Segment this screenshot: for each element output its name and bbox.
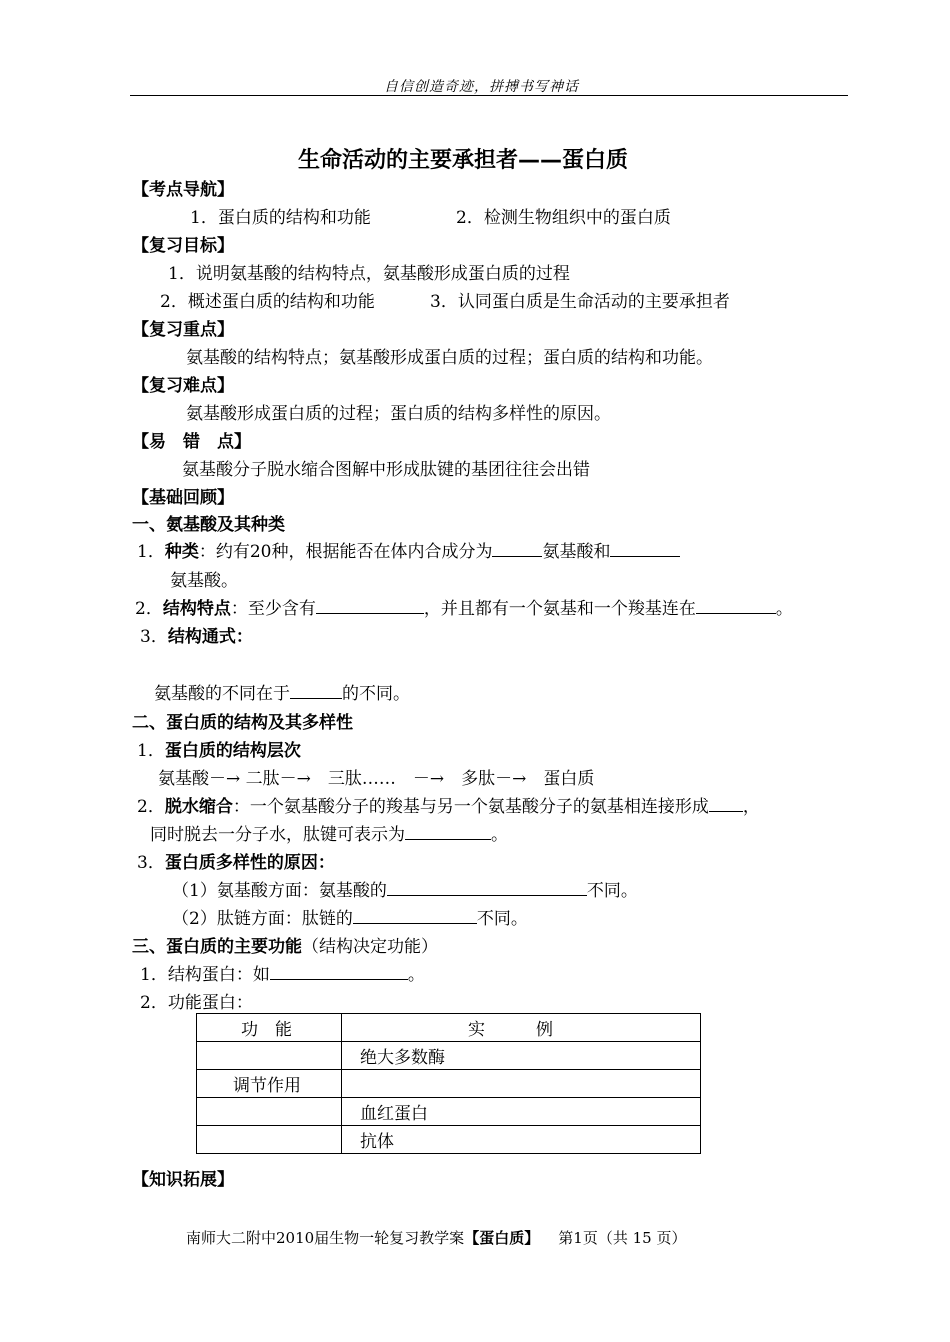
table-row bbox=[197, 1098, 701, 1126]
function-table bbox=[196, 1013, 701, 1154]
q1-number: 1． bbox=[137, 542, 165, 562]
table-row bbox=[197, 1070, 701, 1098]
s3-number: 3． bbox=[137, 853, 165, 873]
q1-text-b: 氨基酸和 bbox=[542, 542, 611, 562]
table-header-function: 功 能 bbox=[197, 1014, 342, 1042]
section-heading-zhongdian: 【复习重点】 bbox=[132, 320, 234, 340]
table-cell: 抗体 bbox=[342, 1126, 701, 1154]
q2-blank-2[interactable] bbox=[696, 595, 776, 614]
table-cell[interactable] bbox=[197, 1042, 342, 1070]
table-header-example: 实 例 bbox=[342, 1014, 701, 1042]
part2-s3-2 bbox=[172, 904, 528, 929]
s2-text-a: ：一个氨基酸分子的羧基与另一个氨基酸分子的氨基相连接形成 bbox=[232, 797, 709, 817]
s2-text-c: 同时脱去一分子水，肽键可表示为 bbox=[150, 825, 405, 845]
table-cell: 血红蛋白 bbox=[342, 1098, 701, 1126]
table-cell[interactable] bbox=[197, 1098, 342, 1126]
q2-text-b: ，并且都有一个氨基和一个羧基连在 bbox=[423, 599, 696, 619]
s2-number: 2． bbox=[137, 797, 165, 817]
s3-1-blank[interactable] bbox=[387, 877, 587, 896]
part3-heading: 三、蛋白质的主要功能 bbox=[132, 937, 302, 957]
q2-label: 结构特点 bbox=[162, 599, 231, 619]
section-heading-yicuo: 【易 错 点】 bbox=[132, 432, 251, 452]
page-title: 生命活动的主要承担者——蛋白质 bbox=[298, 148, 629, 173]
q2-text-a: ：至少含有 bbox=[230, 599, 316, 619]
f1-blank[interactable] bbox=[270, 961, 408, 980]
q1-text-a: ：约有20种，根据能否在体内合成分为 bbox=[198, 542, 493, 562]
part2-s2-cont bbox=[150, 820, 508, 845]
q1-blank-1[interactable] bbox=[492, 538, 542, 557]
part2-s3-1 bbox=[172, 876, 638, 901]
mubiao-item-2: 2．概述蛋白质的结构和功能 bbox=[160, 292, 375, 312]
q4-blank[interactable] bbox=[290, 680, 342, 699]
table-header-row bbox=[197, 1014, 701, 1042]
s2-label: 脱水缩合 bbox=[164, 797, 233, 817]
part1-heading: 一、氨基酸及其种类 bbox=[132, 515, 285, 535]
nandian-text: 氨基酸形成蛋白质的过程；蛋白质的结构多样性的原因。 bbox=[186, 404, 611, 424]
q4-text-b: 的不同。 bbox=[342, 684, 410, 704]
section-heading-kaodian: 【考点导航】 bbox=[132, 180, 234, 200]
part2-s3 bbox=[137, 848, 335, 873]
q4-text-a: 氨基酸的不同在于 bbox=[154, 684, 290, 704]
f1-text-a: 1．结构蛋白：如 bbox=[140, 965, 270, 985]
q1-label: 种类 bbox=[164, 542, 199, 562]
section-heading-nandian: 【复习难点】 bbox=[132, 376, 234, 396]
zhongdian-text: 氨基酸的结构特点；氨基酸形成蛋白质的过程；蛋白质的结构和功能。 bbox=[186, 348, 713, 368]
s2-blank-1[interactable] bbox=[709, 793, 743, 812]
part2-heading: 二、蛋白质的结构及其多样性 bbox=[132, 713, 353, 733]
footer-page-number: 第1页（共 15 页） bbox=[558, 1229, 687, 1247]
footer-school: 南师大二附中2010届生物一轮复习教学案 bbox=[186, 1229, 465, 1247]
q3-number: 3． bbox=[140, 627, 168, 647]
s1-label: 蛋白质的结构层次 bbox=[164, 741, 301, 761]
structure-chain: 氨基酸－→ 二肽－→ 三肽…… －→ 多肽－→ 蛋白质 bbox=[158, 769, 595, 789]
mubiao-item-3: 3．认同蛋白质是生命活动的主要承担者 bbox=[430, 292, 730, 312]
table-row bbox=[197, 1042, 701, 1070]
part1-q4 bbox=[154, 679, 410, 704]
s3-1-text-a: （1）氨基酸方面：氨基酸的 bbox=[172, 881, 387, 901]
part2-s1 bbox=[137, 736, 301, 761]
header-divider bbox=[130, 95, 848, 96]
q2-text-c: 。 bbox=[775, 599, 793, 619]
f1-text-b: 。 bbox=[407, 965, 425, 985]
section-heading-jichu: 【基础回顾】 bbox=[132, 488, 234, 508]
table-cell: 调节作用 bbox=[197, 1070, 342, 1098]
s3-2-text-b: 不同。 bbox=[476, 909, 528, 929]
section-heading-mubiao: 【复习目标】 bbox=[132, 236, 234, 256]
part3-f1 bbox=[140, 960, 425, 985]
header-motto: 自信创造奇迹，拼搏书写神话 bbox=[384, 79, 579, 95]
s2-text-b: ， bbox=[742, 797, 760, 817]
part1-q2 bbox=[135, 594, 793, 619]
s3-2-blank[interactable] bbox=[353, 905, 477, 924]
part1-q1 bbox=[137, 537, 680, 562]
table-row bbox=[197, 1126, 701, 1154]
part1-q3 bbox=[140, 622, 253, 647]
s1-number: 1． bbox=[137, 741, 165, 761]
part3-f2: 2．功能蛋白： bbox=[140, 993, 253, 1013]
q1-text-c: 氨基酸。 bbox=[170, 571, 238, 591]
q3-label: 结构通式： bbox=[167, 627, 253, 647]
part3-heading-note: （结构决定功能） bbox=[302, 937, 438, 957]
q2-number: 2． bbox=[135, 599, 163, 619]
kaodian-item-1: 1．蛋白质的结构和功能 bbox=[190, 208, 371, 228]
table-cell: 绝大多数酶 bbox=[342, 1042, 701, 1070]
s2-blank-2[interactable] bbox=[405, 821, 491, 840]
part2-s2 bbox=[137, 792, 760, 817]
section-heading-tuozhan: 【知识拓展】 bbox=[132, 1170, 234, 1190]
table-cell[interactable] bbox=[342, 1070, 701, 1098]
table-cell[interactable] bbox=[197, 1126, 342, 1154]
s3-2-text-a: （2）肽链方面：肽链的 bbox=[172, 909, 353, 929]
footer-topic: 【蛋白质】 bbox=[464, 1229, 540, 1247]
mubiao-item-1: 1．说明氨基酸的结构特点，氨基酸形成蛋白质的过程 bbox=[168, 264, 570, 284]
s3-label: 蛋白质多样性的原因： bbox=[164, 853, 335, 873]
q2-blank-1[interactable] bbox=[316, 595, 424, 614]
page-footer bbox=[186, 1227, 686, 1248]
yicuo-text: 氨基酸分子脱水缩合图解中形成肽键的基团往往会出错 bbox=[182, 460, 590, 480]
kaodian-item-2: 2．检测生物组织中的蛋白质 bbox=[456, 208, 671, 228]
s2-text-d: 。 bbox=[491, 825, 508, 845]
q1-blank-2[interactable] bbox=[610, 538, 680, 557]
part3-heading-line bbox=[132, 932, 438, 957]
s3-1-text-b: 不同。 bbox=[586, 881, 638, 901]
